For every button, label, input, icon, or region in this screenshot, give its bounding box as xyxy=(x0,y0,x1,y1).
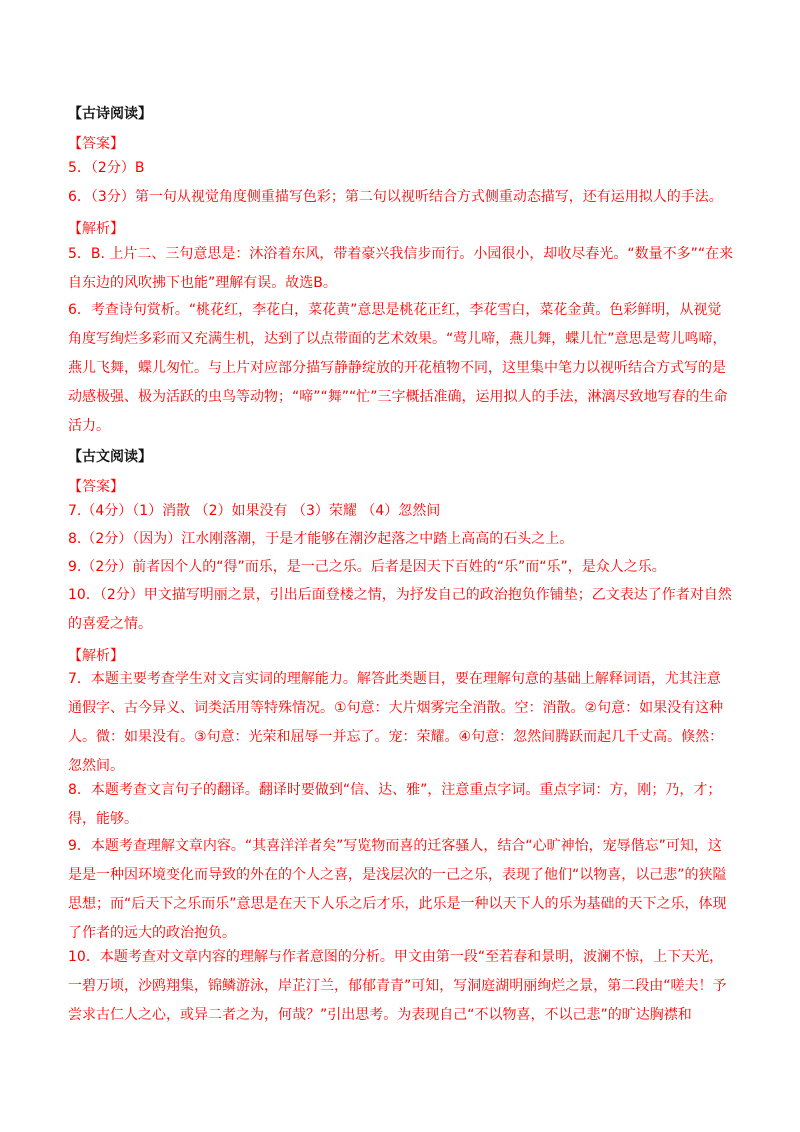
poem-section-title: 【古诗阅读】 xyxy=(68,106,152,122)
prose-analysis-9: 9．本题考查理解文章内容。“其喜洋洋者矣”写览物而喜的迁客骚人，结合“心旷神怡，宠辱偕忘”可知，这是是一种因环境变化而导致的外在的个人之喜，是浅层次的一己之乐，表现了他们“以物喜，以己悲”的狭隘思想；而“后天下之乐而乐”意思是在天下人乐之后才乐，此乐是一种以天下人的乐为基础的天下之乐，体现了作者的远大的政治抱负。 xyxy=(68,838,727,941)
prose-section-title: 【古文阅读】 xyxy=(68,449,152,465)
prose-answer-8: 8.（2分）（因为）江水刚落潮，于是才能够在潮汐起落之中踏上高高的石头之上。 xyxy=(68,531,574,547)
prose-analysis-7: 7．本题主要考查学生对文言实词的理解能力。解答此类题目，要在理解句意的基础上解释词语，尤其注意通假字、古今异义、词类活用等特殊情况。①句意：大片烟雾完全消散。空：消散。②句意：如果没有这种人。微：如果没有。③句意：光荣和屈辱一并忘了。宠：荣耀。④句意：忽然间腾跃而起几千丈高。倏然：忽然间。 xyxy=(68,671,724,774)
prose-answer-label: 【答案】 xyxy=(68,479,124,495)
prose-analysis-label: 【解析】 xyxy=(68,648,124,664)
poem-analysis-6: 6．考查诗句赏析。“桃花红，李花白，菜花黄”意思是桃花正红，李花雪白，菜花金黄。色彩鲜明，从视觉角度写绚烂多彩而又充满生机，达到了以点带面的艺术效果。“莺儿啼，燕儿舞，蝶儿忙”意思是莺儿鸣啼，燕儿飞舞，蝶儿匆忙。与上片对应部分描写静静绽放的开花植物不同，这里集中笔力以视听结合方式写的是动感极强、极为活跃的虫鸟等动物；“啼”“舞”“忙”三字概括准确，运用拟人的手法，淋漓尽致地写春的生命活力。 xyxy=(68,302,728,434)
poem-answer-6: 6．（3分）第一句从视觉角度侧重描写色彩；第二句以视听结合方式侧重动态描写，还有运用拟人的手法。 xyxy=(68,189,723,205)
poem-analysis-5: 5．B. 上片二、三句意思是：沐浴着东风，带着豪兴我信步而行。小园很小，却收尽春光。“数量不多”“在来自东边的风吹拂下也能”理解有误。故选B。 xyxy=(68,246,734,291)
prose-answer-10: 10．（2分）甲文描写明丽之景，引出后面登楼之情，为抒发自己的政治抱负作铺垫；乙文表达了作者对自然的喜爱之情。 xyxy=(68,587,732,632)
prose-analysis-8: 8．本题考查文言句子的翻译。翻译时要做到“信、达、雅”，注意重点字词。重点字词：方，刚；乃，才；得，能够。 xyxy=(68,782,722,827)
poem-answer-label: 【答案】 xyxy=(68,136,124,152)
prose-answer-9: 9.（2分）前者因个人的“得”而乐，是一己之乐。后者是因天下百姓的“乐”而“乐”，是众人之乐。 xyxy=(68,559,666,575)
poem-analysis-label: 【解析】 xyxy=(68,221,124,237)
prose-answer-7: 7.（4分）（1）消散 （2）如果没有 （3）荣耀 （4）忽然间 xyxy=(68,503,441,519)
prose-analysis-10: 10．本题考查对文章内容的理解与作者意图的分析。甲文由第一段“至若春和景明，波澜不惊，上下天光，一碧万顷，沙鸥翔集，锦鳞游泳，岸芷汀兰，郁郁青青”可知，写洞庭湖明丽绚烂之景，第二段由“嗟夫！予尝求古仁人之心，或异二者之为，何哉？”引出思考。为表现自己“不以物喜，不以己悲”的旷达胸襟和 xyxy=(68,949,727,1023)
poem-answer-5: 5．（2分）B xyxy=(68,160,145,176)
